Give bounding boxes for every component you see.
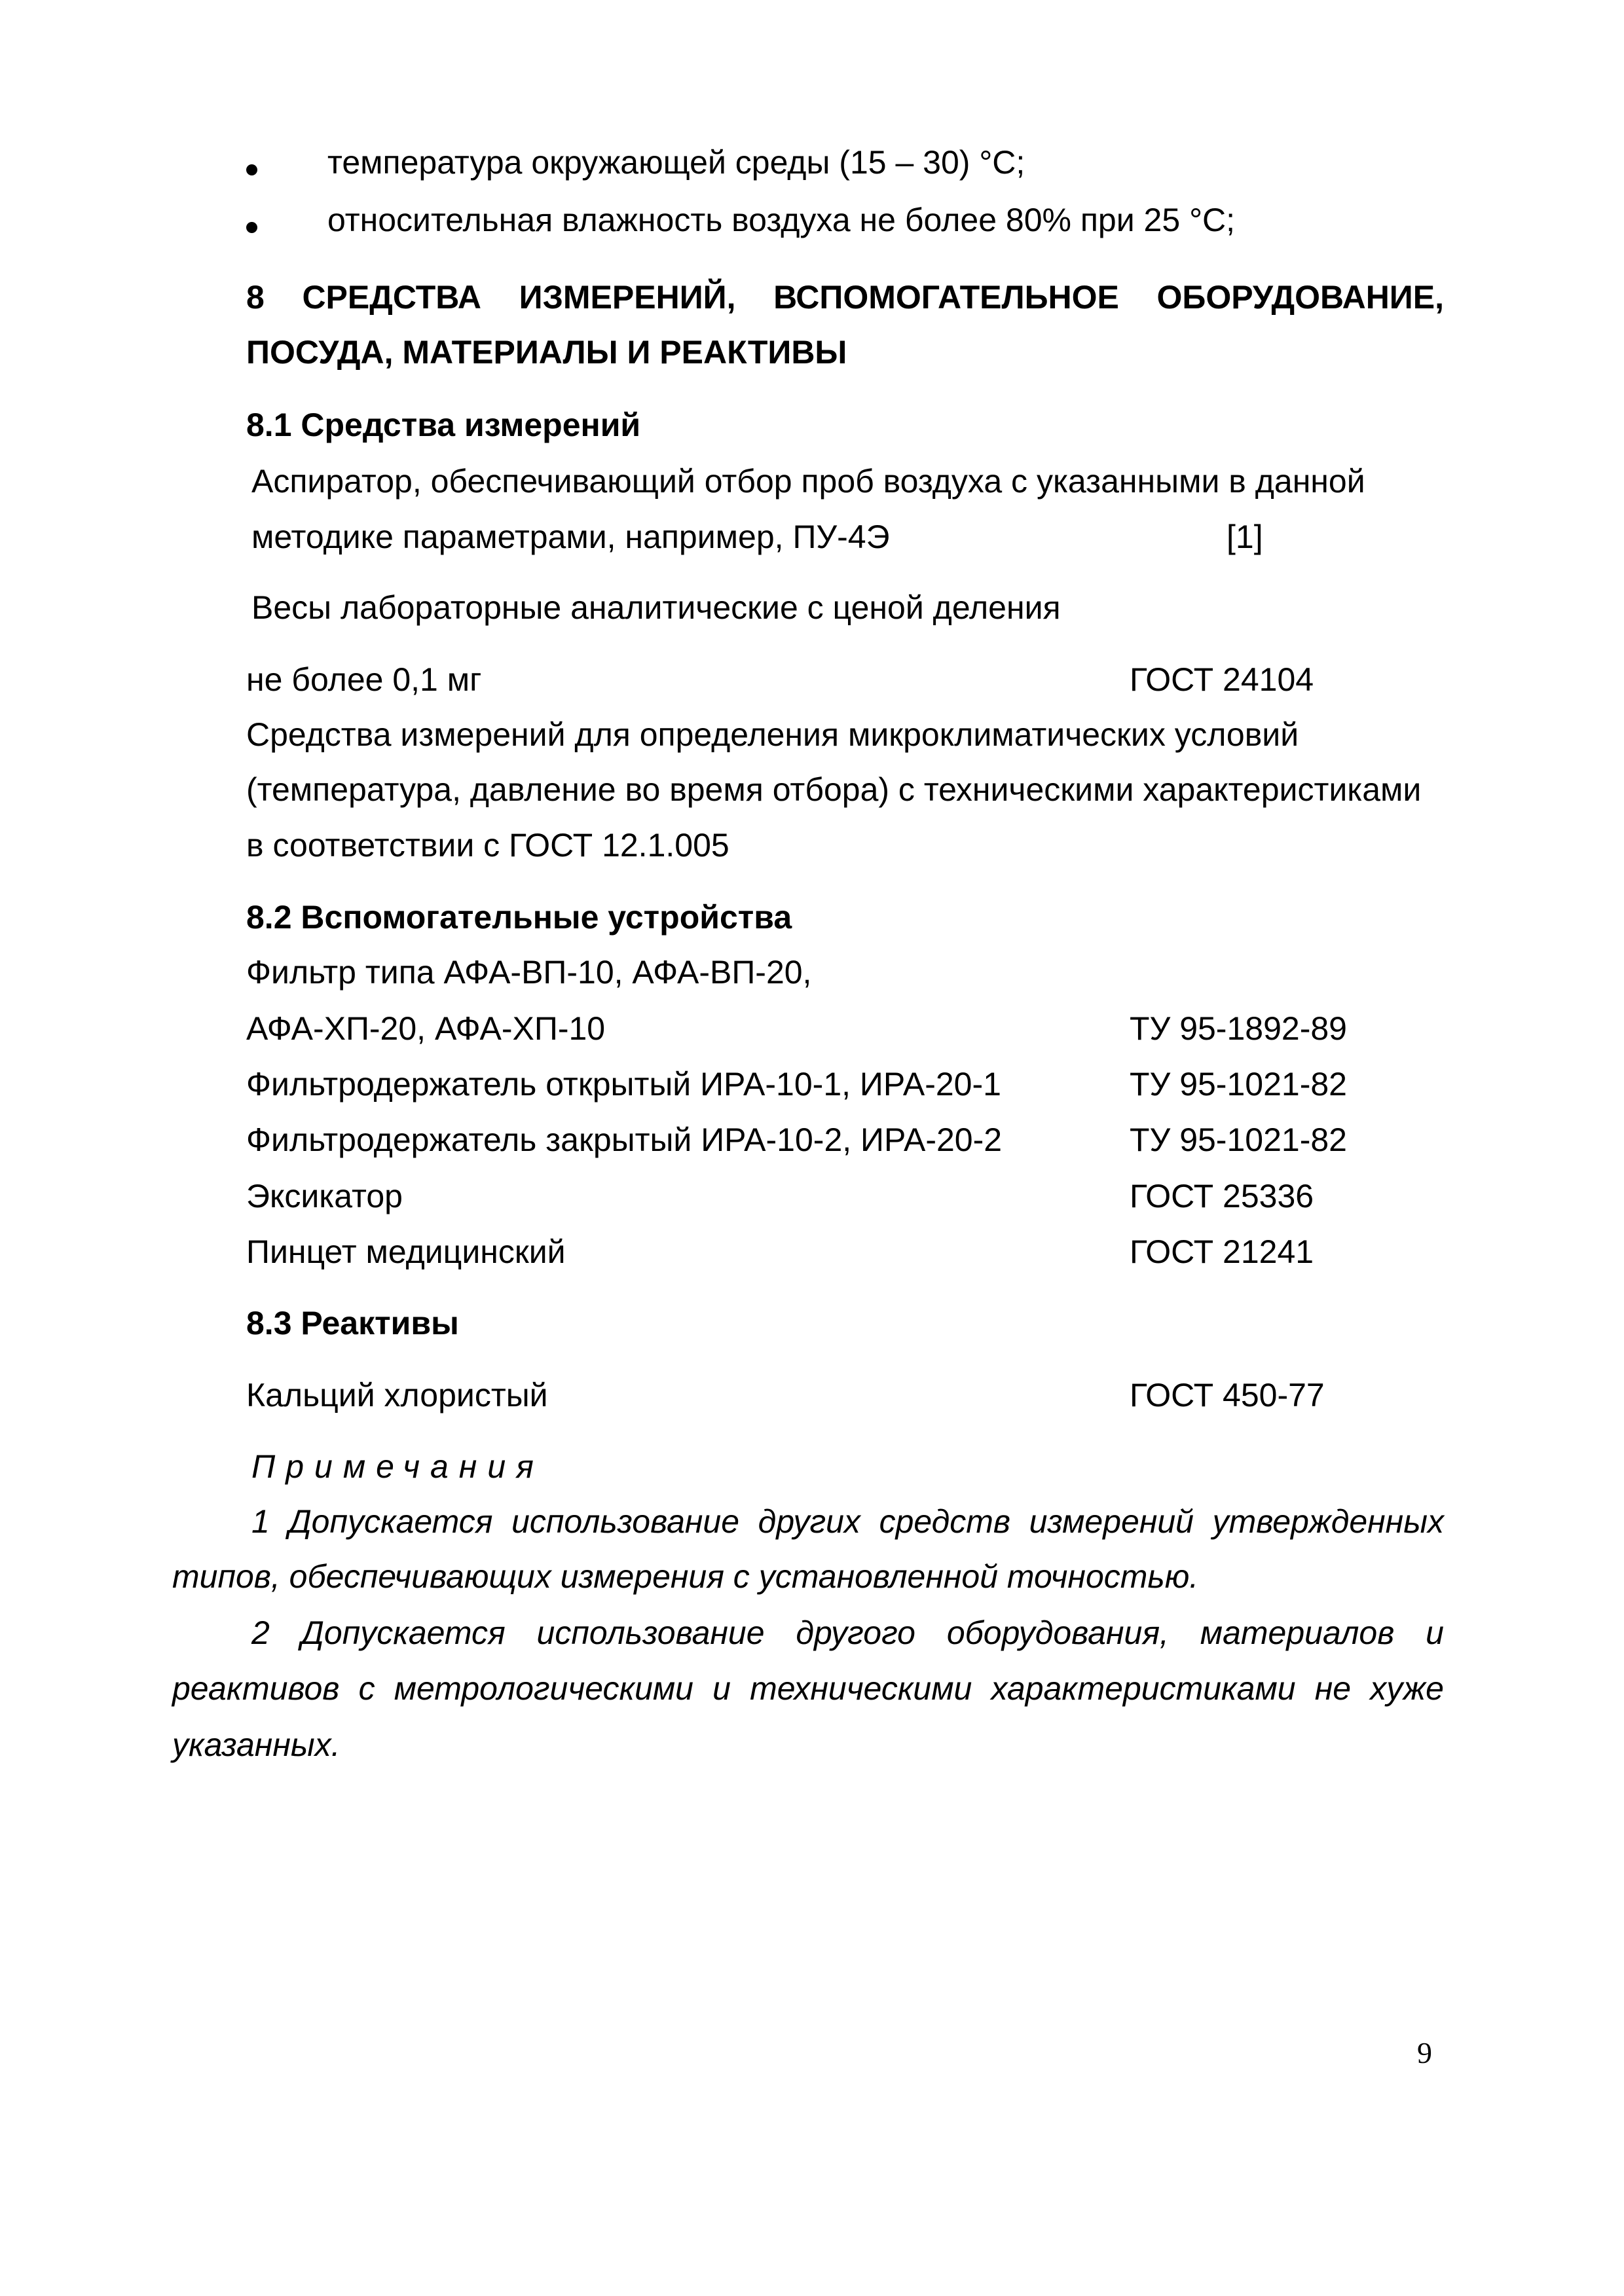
list-item-ref: ТУ 95-1021-82 (1130, 1121, 1347, 1158)
note2-line3: указанных. (172, 1726, 341, 1763)
scales-ref: ГОСТ 24104 (1130, 661, 1314, 698)
reagent-name: Кальций хлористый (246, 1377, 548, 1413)
bullet-dot (246, 164, 257, 175)
aspirator-line1: Аспиратор, обеспечивающий отбор проб воздуха с указанными в данной (251, 463, 1365, 500)
note2-line1: 2 Допускается использование другого оборудования, материалов и (251, 1614, 1444, 1651)
section-8-3-heading: 8.3 Реактивы (246, 1305, 459, 1341)
section-8-2-heading: 8.2 Вспомогательные устройства (246, 899, 792, 936)
list-item-name: Пинцет медицинский (246, 1233, 566, 1270)
list-item-name: Фильтродержатель закрытый ИРА-10-2, ИРА-20-2 (246, 1121, 1003, 1158)
note1-line1: 1 Допускается использование других средств измерений утвержденных (251, 1503, 1444, 1540)
bullet-text-humidity: относительная влажность воздуха не более 80% при 25 °С; (327, 202, 1236, 238)
aspirator-line2: методике параметрами, например, ПУ-4Э (251, 519, 890, 555)
list-item-ref: ТУ 95-1892-89 (1130, 1010, 1347, 1047)
scales-line1: Весы лабораторные аналитические с ценой деления (251, 589, 1061, 626)
list-item-name: Эксикатор (246, 1178, 403, 1214)
note1-line2: типов, обеспечивающих измерения с установленной точностью. (172, 1558, 1199, 1595)
list-item-name: Фильтродержатель открытый ИРА-10-1, ИРА-20-1 (246, 1066, 1001, 1102)
list-item-ref: ГОСТ 25336 (1130, 1178, 1314, 1214)
scales-line2: не более 0,1 мг (246, 661, 482, 698)
note2-line2: реактивов с метрологическими и техническими характеристиками не хуже (172, 1670, 1444, 1707)
heading-part: СРЕДСТВА (302, 279, 481, 316)
page-number: 9 (1417, 2036, 1432, 2069)
heading-part: ОБОРУДОВАНИЕ, (1156, 279, 1444, 316)
heading-part: ИЗМЕРЕНИЙ, (519, 279, 736, 316)
list-item-ref: ТУ 95-1021-82 (1130, 1066, 1347, 1102)
bullet-text-temperature: температура окружающей среды (15 – 30) °С; (327, 144, 1025, 181)
filter-line1: Фильтр типа АФА-ВП-10, АФА-ВП-20, (246, 954, 812, 991)
aspirator-ref: [1] (1227, 519, 1263, 555)
heading-part: ВСПОМОГАТЕЛЬНОЕ (773, 279, 1119, 316)
micro-line3: в соответствии с ГОСТ 12.1.005 (246, 827, 729, 864)
notes-title: Примечания (251, 1448, 544, 1485)
list-item-ref: ГОСТ 21241 (1130, 1233, 1314, 1270)
list-item-name: АФА-ХП-20, АФА-ХП-10 (246, 1010, 606, 1047)
section-8-heading-line1 (246, 278, 1444, 317)
heading-part: 8 (246, 279, 265, 316)
section-8-heading-line2: ПОСУДА, МАТЕРИАЛЫ И РЕАКТИВЫ (246, 334, 847, 371)
section-8-1-heading: 8.1 Средства измерений (246, 407, 641, 443)
micro-line1: Средства измерений для определения микроклиматических условий (246, 716, 1299, 753)
bullet-dot (246, 222, 257, 233)
micro-line2: (температура, давление во время отбора) с техническими характеристиками (246, 771, 1422, 808)
reagent-ref: ГОСТ 450-77 (1130, 1377, 1325, 1413)
